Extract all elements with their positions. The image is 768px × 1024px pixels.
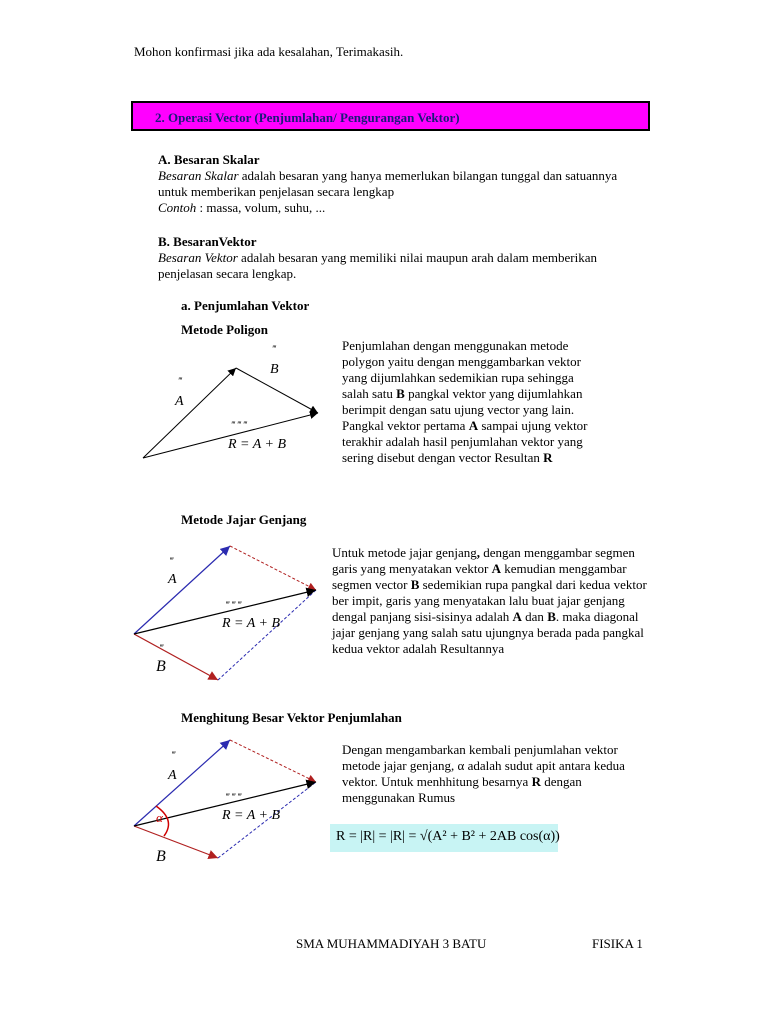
scalar-example-label: Contoh — [158, 200, 197, 215]
magnitude-arrow-mark-r: ‴ ‴ ‴ — [226, 792, 242, 802]
magnitude-label-alpha: α — [156, 810, 163, 825]
parallelogram-dashed-b — [230, 546, 316, 590]
vector-line2: penjelasan secara lengkap. — [158, 266, 297, 281]
polygon-label-a: A — [175, 394, 184, 409]
magnitude-arrow-mark-a: ‴ — [172, 750, 176, 760]
parallelogram-label-b: B — [156, 658, 166, 675]
polygon-title: Metode Poligon — [181, 322, 269, 337]
parallelogram-vector-b — [134, 634, 218, 680]
magnitude-formula-box — [330, 824, 558, 852]
header-note: Mohon konfirmasi jika ada kesalahan, Terimakasih. — [134, 44, 404, 59]
polygon-arrow-mark-r: ‴ ‴ ‴ — [231, 420, 247, 430]
magnitude-label-b: B — [156, 848, 166, 865]
magnitude-formula: R = |R| = |R| = √(A² + B² + 2AB cos(α)) — [336, 829, 560, 844]
parallelogram-title: Metode Jajar Genjang — [181, 512, 307, 527]
parallelogram-arrow-mark-a: ‴ — [170, 556, 174, 566]
magnitude-diagram — [130, 732, 330, 862]
magnitude-label-r: R = A + B — [222, 808, 281, 823]
magnitude-text: Dengan mengambarkan kembali penjumlahan vektor metode jajar genjang, α adalah sudut apit antara kedua vektor. Untuk menhhitung besarnya R dengan menggunakan Rumus — [342, 742, 625, 805]
magnitude-title: Menghitung Besar Vektor Penjumlahan — [181, 710, 402, 725]
addition-heading: a. Penjumlahan Vektor — [181, 298, 310, 313]
scalar-line1: adalah besaran yang hanya memerlukan bilangan tunggal dan satuannya — [238, 168, 618, 183]
section-title: 2. Operasi Vector (Penjumlahan/ Pengurangan Vektor) — [155, 110, 460, 125]
footer-subject: FISIKA 1 — [592, 936, 643, 951]
polygon-label-r: R = A + B — [228, 437, 287, 452]
footer-school: SMA MUHAMMADIYAH 3 BATU — [296, 936, 487, 951]
vector-term: Besaran Vektor — [158, 250, 238, 265]
vector-heading: B. BesaranVektor — [158, 234, 257, 249]
scalar-example-text: : massa, volum, suhu, ... — [196, 200, 326, 215]
magnitude-vector-a — [134, 740, 230, 826]
parallelogram-arrow-mark-b: ‴ — [160, 643, 164, 653]
parallelogram-vector-a — [134, 546, 230, 634]
polygon-arrow-mark-a: ‴ — [178, 376, 182, 386]
magnitude-dashed-b — [230, 740, 316, 782]
parallelogram-text: Untuk metode jajar genjang, dengan menggambar segmen garis yang menyatakan vektor A kemudian menggambar segmen vector B sedemikian rupa pangkal dari kedua vektor ber impit, garis yang menyatakan lalu buat jajar genjang dengal panjang sisi-sisinya adalah A dan B. maka diagonal jajar genjang yang salah satu ujungnya berada pada pangkal kedua vektor adalah Resultannya — [332, 545, 647, 656]
magnitude-vector-b — [134, 826, 218, 858]
parallelogram-label-a: A — [168, 572, 177, 587]
scalar-term: Besaran Skalar — [158, 168, 239, 183]
scalar-block — [158, 152, 678, 216]
scalar-line2: untuk memberikan penjelasan secara lengkap — [158, 184, 395, 199]
section-title-box — [131, 101, 650, 131]
polygon-vector-a — [143, 368, 236, 458]
polygon-arrow-mark-b: ‴ — [272, 344, 276, 354]
vector-line1: adalah besaran yang memiliki nilai maupun arah dalam memberikan — [237, 250, 597, 265]
parallelogram-label-r: R = A + B — [222, 616, 281, 631]
scalar-heading: A. Besaran Skalar — [158, 152, 260, 167]
polygon-label-b: B — [270, 362, 279, 377]
parallelogram-arrow-mark-r: ‴ ‴ ‴ — [226, 600, 242, 610]
magnitude-label-a: A — [168, 768, 177, 783]
polygon-text: Penjumlahan dengan menggunakan metode polygon yaitu dengan menggambarkan vektor yang dijumlahkan sedemikian rupa sehingga salah satu B pangkal vektor yang dijumlahkan berimpit dengan satu ujung vector yang lain. Pangkal vektor pertama A sampai ujung vektor terakhir adalah hasil penjumlahan vektor yang sering disebut dengan vector Resultan R — [342, 338, 588, 465]
vector-block — [158, 234, 678, 282]
